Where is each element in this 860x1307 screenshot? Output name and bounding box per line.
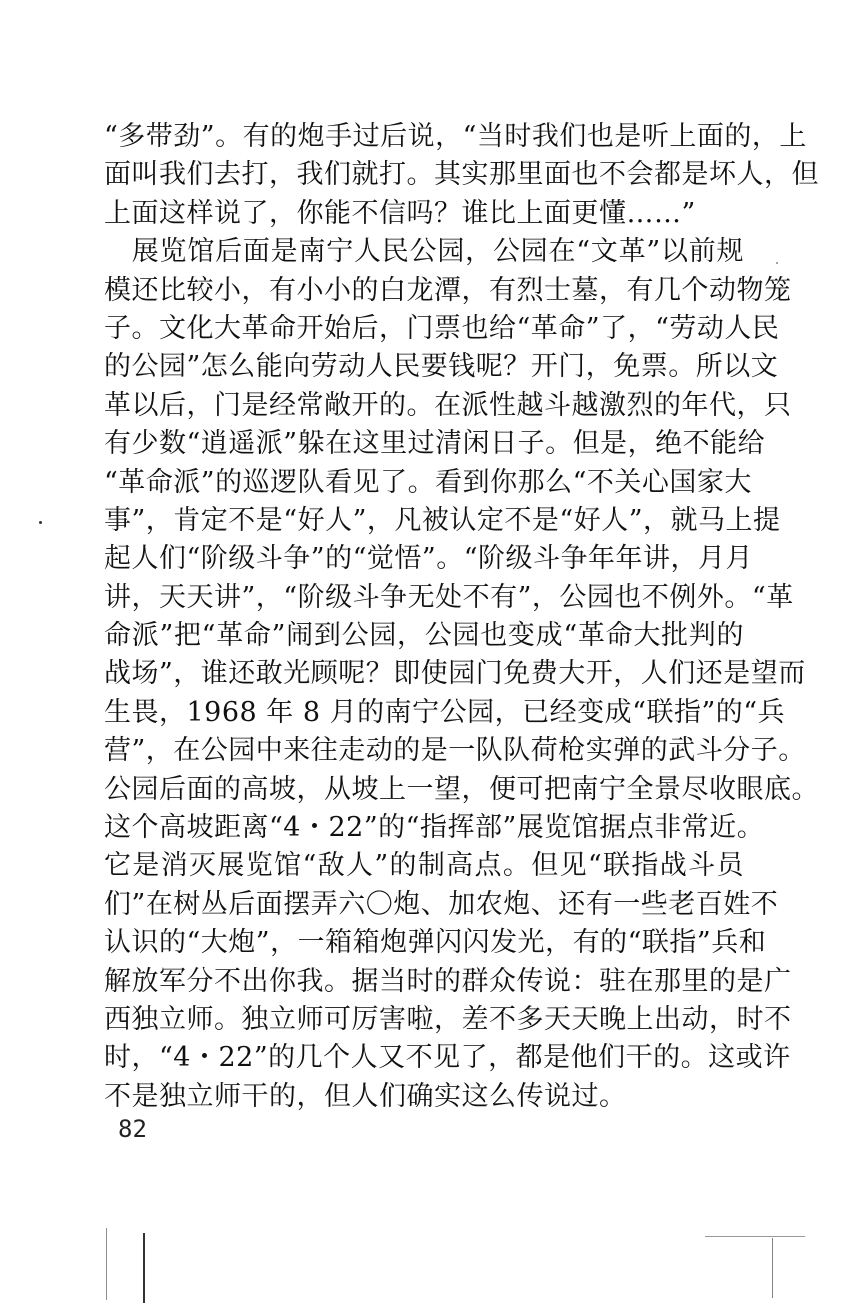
scan-speck [39,521,42,524]
text-line: 这个高坡距离“4・22”的“指挥部”展览馆据点非常近。 [104,812,765,844]
text-line: 有少数“逍遥派”躲在这里过清闲日子。但是，绝不能给 [104,428,766,460]
text-line: 不是独立师干的，但人们确实这么传说过。 [104,1080,627,1112]
text-line: 生畏，1968 年 8 月的南宁公园，已经变成“联指”的“兵 [104,696,786,728]
scan-edge-mark [772,1238,773,1298]
text-line: 事”，肯定不是“好人”，凡被认定不是“好人”，就马上提 [104,504,781,536]
paragraph-start-line: 展览馆后面是南宁人民公园，公园在“文革”以前规 [104,236,744,268]
text-line: “多带劲”。有的炮手过后说，“当时我们也是听上面的，上 [104,121,807,152]
scan-speck [776,262,778,264]
text-line: 起人们“阶级斗争”的“觉悟”。“阶级斗争年年讲，月月 [104,543,754,575]
text-line: 命派”把“革命”闹到公园，公园也变成“革命大批判的 [104,620,744,652]
scan-edge-mark [106,1228,107,1300]
text-line: 讲，天天讲”，“阶级斗争无处不有”，公园也不例外。“革 [104,581,794,613]
text-line: 模还比较小，有小小的白龙潭，有烈士墓，有几个动物笼 [104,274,792,306]
text-line: 上面这样说了，你能不信吗？谁比上面更懂……” [104,197,696,229]
text-line: 的公园”怎么能向劳动人民要钱呢？开门，免票。所以文 [104,351,779,383]
text-line: 它是消灭展览馆“敌人”的制高点。但见“联指战斗员 [104,850,744,882]
text-line: 战场”，谁还敢光顾呢？即使园门免费大开，人们还是望而 [104,658,806,690]
text-line: 时，“4・22”的几个人又不见了，都是他们干的。这或许 [104,1042,791,1074]
text-line: 解放军分不出你我。据当时的群众传说：驻在那里的是广 [104,965,792,997]
text-line: 面叫我们去打，我们就打。其实那里面也不会都是坏人，但 [104,159,819,191]
page-number: 82 [118,1115,147,1143]
text-line: 革以后，门是经常敞开的。在派性越斗越激烈的年代，只 [104,389,792,421]
text-line: 认识的“大炮”，一箱箱炮弹闪闪发光，有的“联指”兵和 [104,927,767,959]
text-line: 公园后面的高坡，从坡上一望，便可把南宁全景尽收眼底。 [104,773,819,805]
text-line: “革命派”的巡逻队看见了。看到你那么“不关心国家大 [104,466,752,498]
scan-edge-mark [705,1236,805,1237]
text-line: 营”，在公园中来往走动的是一队队荷枪实弹的武斗分子。 [104,735,806,767]
text-line: 西独立师。独立师可厉害啦，差不多天天晚上出动，时不 [104,1003,792,1035]
body-text [104,118,819,1116]
text-line: 们”在树丛后面摆弄六〇炮、加农炮、还有一些老百姓不 [104,888,779,920]
text-line: 子。文化大革命开始后，门票也给“革命”了，“劳动人民 [104,312,780,344]
scan-edge-mark [143,1233,145,1303]
